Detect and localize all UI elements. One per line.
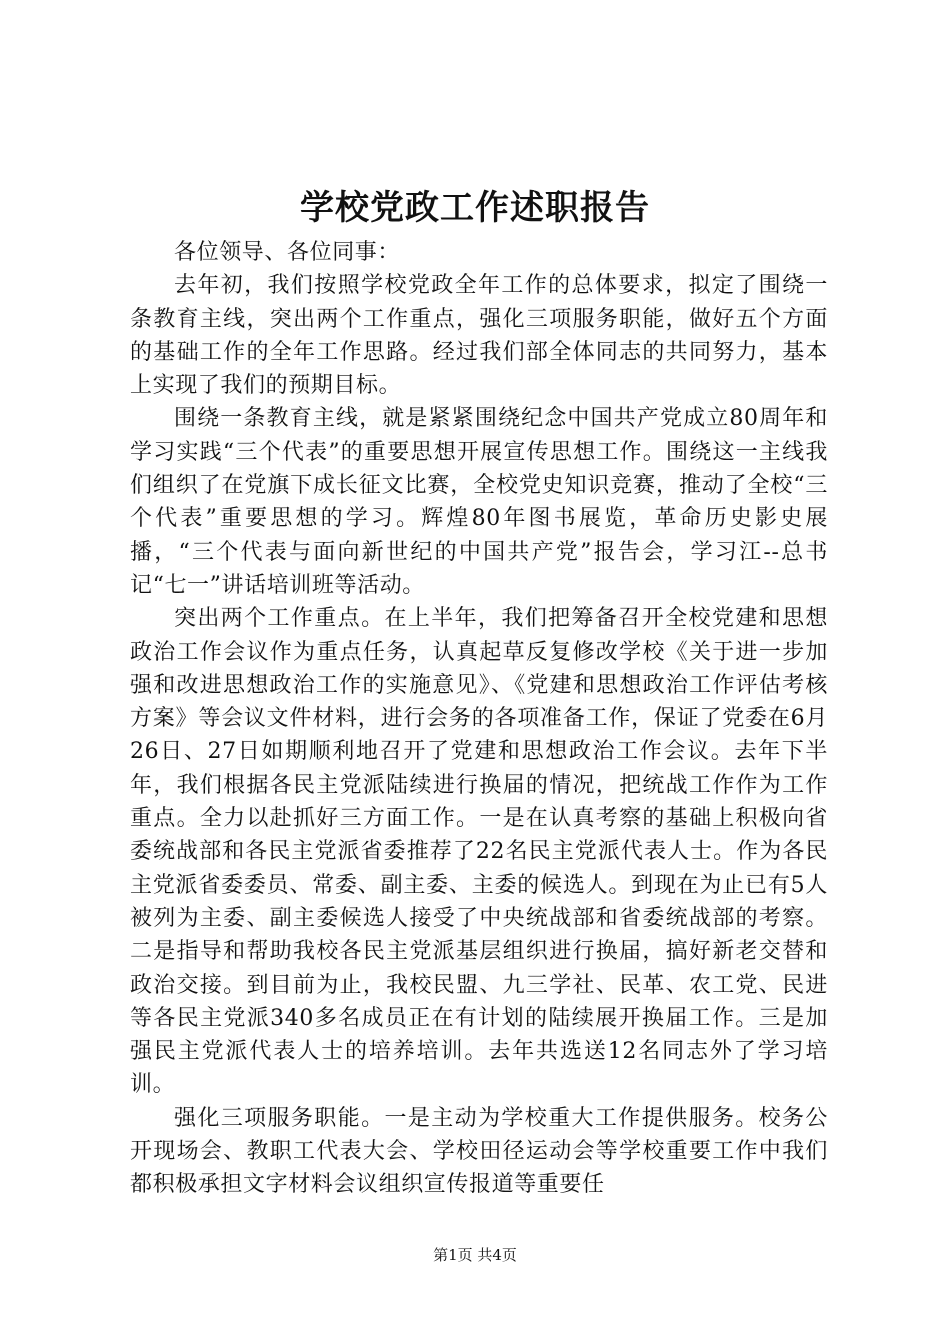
body-paragraph: 围绕一条教育主线，就是紧紧围绕纪念中国共产党成立80周年和学习实践“三个代表”的重要思想开展宣传思想工作。围绕这一主线我们组织了在党旗下成长征文比赛，全校党史知识竞赛，推动了全校“三个代表”重要思想的学习。辉煌80年图书展览，革命历史影史展播，“三个代表与面向新世纪的中国共产党”报告会，学习江--总书记“七一”讲话培训班等活动。 xyxy=(130,406,828,598)
document-title: 学校党政工作述职报告 xyxy=(300,188,650,228)
document-body xyxy=(130,236,828,1202)
body-paragraph: 强化三项服务职能。一是主动为学校重大工作提供服务。校务公开现场会、教职工代表大会、学校田径运动会等学校重要工作中我们都积极承担文字材料会议组织宣传报道等重要任 xyxy=(130,1105,828,1198)
body-paragraph: 去年初，我们按照学校党政全年工作的总体要求，拟定了围绕一条教育主线，突出两个工作重点，强化三项服务职能，做好五个方面的基础工作的全年工作思路。经过我们部全体同志的共同努力，基本上实现了我们的预期目标。 xyxy=(130,273,828,399)
body-paragraph: 突出两个工作重点。在上半年，我们把筹备召开全校党建和思想政治工作会议作为重点任务，认真起草反复修改学校《关于进一步加强和改进思想政治工作的实施意见》、《党建和思想政治工作评估考核方案》等会议文件材料，进行会务的各项准备工作，保证了党委在6月26日、27日如期顺利地召开了党建和思想政治工作会议。去年下半年，我们根据各民主党派陆续进行换届的情况，把统战工作作为工作重点。全力以赴抓好三方面工作。一是在认真考察的基础上积极向省委统战部和各民主党派省委推荐了22名民主党派代表人士。作为各民主党派省委委员、常委、副主委、主委的候选人。到现在为止已有5人被列为主委、副主委候选人接受了中央统战部和省委统战部的考察。二是指导和帮助我校各民主党派基层组织进行换届，搞好新老交替和政治交接。到目前为止，我校民盟、九三学社、民革、农工党、民进等各民主党派340多名成员正在有计划的陆续展开换届工作。三是加强民主党派代表人士的培养培训。去年共选送12名同志外了学习培训。 xyxy=(130,606,828,1098)
page-number-footer: 第1页 共4页 xyxy=(433,1246,517,1264)
salutation-paragraph: 各位领导、各位同事： xyxy=(174,240,401,265)
